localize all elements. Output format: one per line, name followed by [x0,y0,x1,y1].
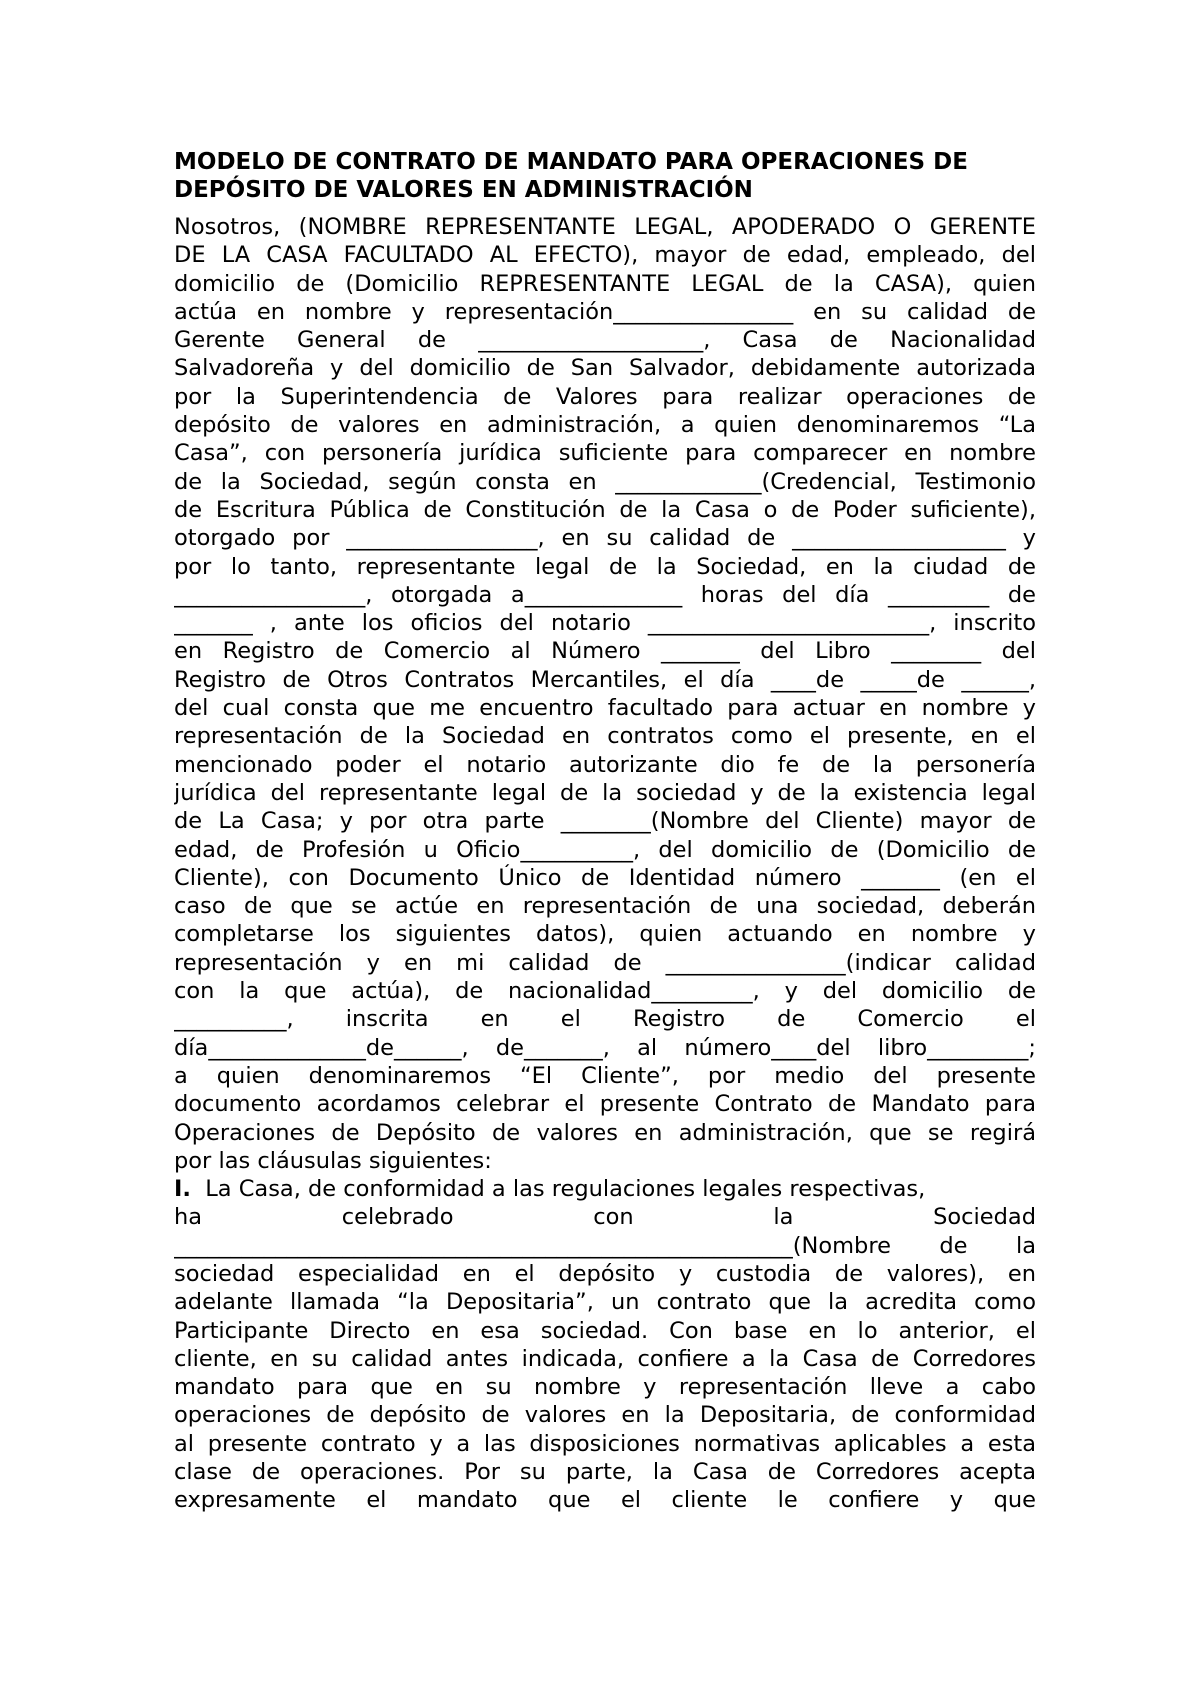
clause-line: operaciones de depósito de valores en la Depositaria, de conformidad [174,1402,1036,1429]
body-line: a quien denominaremos “El Cliente”, por medio del presente [174,1062,1036,1089]
clause-line: ha celebrado con la Sociedad [174,1204,1036,1231]
clause-line: clase de operaciones. Por su parte, la Casa de Corredores acepta [174,1459,1036,1486]
body-line: Gerente General de ____________________, Casa de Nacionalidad [174,327,1036,354]
clause-number: I. [174,1176,191,1203]
body-line: _______ , ante los oficios del notario _________________________, inscrito [174,610,1036,637]
body-line: de Escritura Pública de Constitución de la Casa o de Poder suficiente), [174,496,1036,523]
body-line: Nosotros, (NOMBRE REPRESENTANTE LEGAL, APODERADO O GERENTE [174,214,1036,240]
clause-line: cliente, en su calidad antes indicada, confiere a la Casa de Corredores [174,1345,1036,1372]
body-line: en Registro de Comercio al Número _______ del Libro ________ del [174,638,1036,665]
body-line: del cual consta que me encuentro facultado para actuar en nombre y [174,695,1036,722]
clause-line: expresamente el mandato que el cliente le confiere y que [174,1487,1036,1514]
clause-line: al presente contrato y a las disposiciones normativas aplicables a esta [174,1430,1036,1457]
body-line: mencionado poder el notario autorizante dio fe de la personería [174,751,1036,778]
body-line: caso de que se actúe en representación de una sociedad, deberán [174,893,1036,920]
body-line: por lo tanto, representante legal de la Sociedad, en la ciudad de [174,553,1036,580]
body-line: de la Sociedad, según consta en _____________(Credencial, Testimonio [174,468,1036,495]
body-line: Salvadoreña y del domicilio de San Salvador, debidamente autorizada [174,355,1036,382]
body-line: actúa en nombre y representación________________ en su calidad de [174,298,1036,325]
body-line: representación y en mi calidad de ________________(indicar calidad [174,949,1036,976]
clause-line: _______________________________________________________(Nombre de la [174,1232,1036,1259]
body-line: jurídica del representante legal de la sociedad y de la existencia legal [174,779,1036,806]
body-line: representación de la Sociedad en contratos como el presente, en el [174,723,1036,750]
clause-line: sociedad especialidad en el depósito y custodia de valores), en [174,1260,1036,1287]
clause-line-text: La Casa, de conformidad a las regulaciones legales respectivas, [190,1176,926,1203]
title-line: DEPÓSITO DE VALORES EN ADMINISTRACIÓN [174,177,753,203]
clause-line: adelante llamada “la Depositaria”, un contrato que la acredita como [174,1289,1036,1316]
clause-first-line [174,1175,1036,1203]
body-line: Casa”, con personería jurídica suficiente para comparecer en nombre [174,440,1036,467]
clause-line: Participante Directo en esa sociedad. Con base en lo anterior, el [174,1317,1036,1344]
body-line: documento acordamos celebrar el presente Contrato de Mandato para [174,1091,1036,1118]
body-line: día______________de______, de_______, al número____del libro_________; [174,1034,1036,1061]
body-line: Registro de Otros Contratos Mercantiles, el día ____de _____de ______, [174,666,1036,693]
contract-body [174,213,1036,1515]
body-line: domicilio de (Domicilio REPRESENTANTE LEGAL de la CASA), quien [174,270,1036,297]
body-line: depósito de valores en administración, a quien denominaremos “La [174,412,1036,439]
body-line: con la que actúa), de nacionalidad_________, y del domicilio de [174,978,1036,1005]
body-line: edad, de Profesión u Oficio__________, del domicilio de (Domicilio de [174,836,1036,863]
clause-line: mandato para que en su nombre y representación lleve a cabo [174,1374,1036,1401]
body-line: Operaciones de Depósito de valores en administración, que se regirá [174,1119,1036,1146]
body-line: _________________, otorgada a______________ horas del día _________ de [174,581,1036,608]
body-line: otorgado por _________________, en su calidad de ___________________ y [174,525,1036,552]
title-line: MODELO DE CONTRATO DE MANDATO PARA OPERACIONES DE [174,149,968,175]
body-line: Cliente), con Documento Único de Identidad número _______ (en el [174,864,1036,891]
body-line: de La Casa; y por otra parte ________(Nombre del Cliente) mayor de [174,808,1036,835]
body-line: completarse los siguientes datos), quien actuando en nombre y [174,921,1036,948]
body-line: por las cláusulas siguientes: [174,1147,492,1174]
body-line: __________, inscrita en el Registro de Comercio el [174,1006,1036,1033]
body-line: DE LA CASA FACULTADO AL EFECTO), mayor de edad, empleado, del [174,242,1036,269]
body-line: por la Superintendencia de Valores para realizar operaciones de [174,383,1036,410]
document-title [174,148,1034,204]
